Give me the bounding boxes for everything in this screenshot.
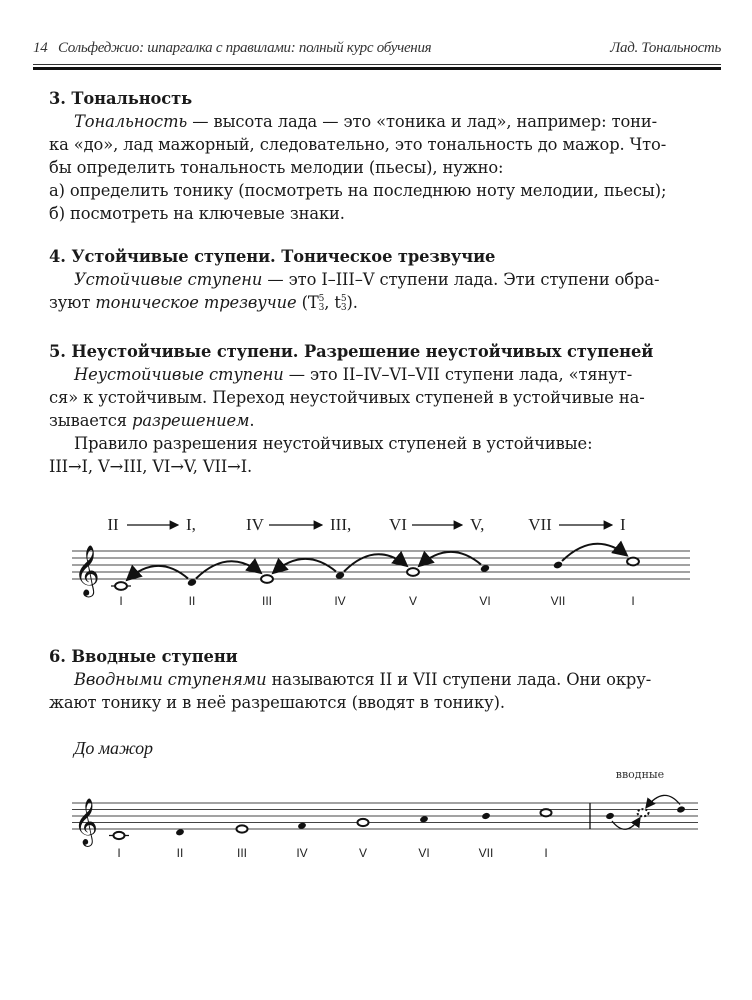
- degree-label: I: [631, 594, 635, 608]
- degree-label: III: [236, 846, 248, 860]
- degree-label: I: [544, 846, 548, 860]
- paragraph-line: б) посмотреть на ключевые знаки.: [49, 204, 345, 223]
- section-3-heading: 3. Тональность: [49, 89, 193, 108]
- degree-from: II: [107, 515, 119, 534]
- degree-label: V: [358, 846, 368, 860]
- degree-label: I: [119, 594, 123, 608]
- paragraph-line: Устойчивые ступени — это I–III–V ступени лада. Эти ступени обра-: [74, 270, 660, 289]
- paragraph-line: Тональность — высота лада — это «тоника и лад», например: тони-: [74, 112, 658, 131]
- paragraph-line: жают тонику и в неё разрешаются (вводят в тонику).: [49, 693, 505, 712]
- resolution-arrow: [419, 552, 481, 566]
- example-title: До мажор: [74, 738, 153, 758]
- whole-note: [407, 568, 419, 576]
- paragraph-line: зуют тоническое трезвучие (T 5 3 , t 5 3 ).: [49, 293, 358, 313]
- note-head: [481, 812, 491, 820]
- degree-to: I,: [186, 515, 196, 534]
- leading-arrow: [612, 818, 640, 830]
- degree-to: I: [620, 515, 626, 534]
- leading-tones-label: вводные: [615, 768, 665, 781]
- degree-label: I: [117, 846, 121, 860]
- section-4-heading: 4. Устойчивые ступени. Тоническое трезвучие: [49, 247, 496, 266]
- treble-clef-icon: 𝄞: [74, 546, 100, 596]
- degree-from: VII: [528, 515, 552, 534]
- paragraph-line: ся» к устойчивым. Переход неустойчивых ступеней в устойчивые на-: [49, 388, 645, 407]
- degree-label: III: [261, 594, 273, 608]
- paragraph-line: а) определить тонику (посмотреть на последнюю ноту мелодии, пьесы);: [49, 181, 667, 200]
- degree-to: V,: [470, 515, 485, 534]
- degree-label: II: [176, 846, 184, 860]
- degree-label: IV: [334, 594, 346, 608]
- paragraph-line: Вводными ступенями называются II и VII ступени лада. Они окру-: [74, 670, 652, 689]
- whole-note: [357, 819, 368, 826]
- book-title: Сольфеджио: шпаргалка с правилами: полный курс обучения: [58, 40, 432, 56]
- resolution-arrow: [127, 566, 188, 580]
- whole-note: [236, 825, 247, 832]
- resolution-arrow: [344, 554, 407, 571]
- chapter-title: Лад. Тональность: [610, 40, 721, 56]
- section-6-heading: 6. Вводные ступени: [49, 647, 238, 666]
- note-head: [676, 805, 686, 813]
- scale-staff: [72, 768, 698, 860]
- degree-label: V: [408, 594, 418, 608]
- whole-note: [261, 575, 273, 583]
- degree-label: VI: [418, 846, 430, 860]
- degree-from: VI: [389, 515, 407, 534]
- paragraph-line: бы определить тональность мелодии (пьесы), нужно:: [49, 158, 504, 177]
- whole-note: [627, 558, 639, 566]
- paragraph-line: Неустойчивые ступени — это II–IV–VI–VII ступени лада, «тянут-: [74, 365, 633, 384]
- treble-clef-icon: 𝄞: [74, 798, 98, 845]
- resolution-arrow: [273, 559, 336, 573]
- paragraph-line: зывается разрешением.: [49, 411, 255, 430]
- degree-label: VI: [479, 594, 491, 608]
- degree-label: VII: [478, 846, 494, 860]
- whole-note: [115, 582, 127, 590]
- whole-note: [113, 832, 124, 839]
- paragraph-line: III→I, V→III, VI→V, VII→I.: [49, 457, 253, 476]
- whole-note: [637, 809, 648, 816]
- whole-note: [540, 809, 551, 816]
- degree-label: VII: [550, 594, 566, 608]
- degree-from: IV: [246, 515, 264, 534]
- degree-to: III,: [330, 515, 352, 534]
- paragraph-line: Правило разрешения неустойчивых ступеней в устойчивые:: [74, 434, 593, 453]
- resolution-arrow: [196, 561, 261, 578]
- section-5-heading: 5. Неустойчивые ступени. Разрешение неустойчивых ступеней: [49, 342, 654, 361]
- paragraph-line: ка «до», лад мажорный, следовательно, это тональность до мажор. Что-: [49, 135, 667, 154]
- resolution-staff: [72, 515, 690, 608]
- leading-arrow: [646, 795, 680, 807]
- degree-label: II: [188, 594, 196, 608]
- note-head: [605, 812, 615, 820]
- note-head: [553, 561, 563, 570]
- degree-label: IV: [296, 846, 308, 860]
- page-number: 14: [33, 40, 48, 56]
